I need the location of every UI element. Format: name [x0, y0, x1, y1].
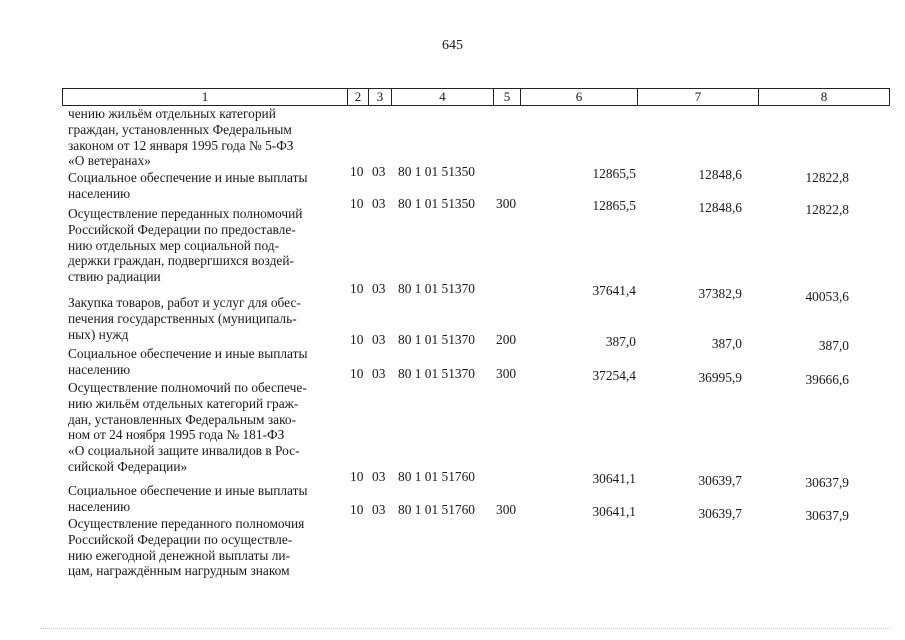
- header-col-6: 6: [520, 88, 638, 106]
- cell-value-3: 12822,8: [805, 202, 849, 217]
- cell-rz: 10: [350, 164, 364, 179]
- cell-pr: 03: [372, 196, 386, 211]
- cell-csr: 80 1 01 51370: [398, 281, 475, 296]
- cell-value-2: 12848,6: [698, 167, 742, 182]
- cell-value-2: 37382,9: [698, 286, 742, 301]
- page-number: 645: [442, 38, 463, 53]
- header-col-1: 1: [62, 88, 348, 106]
- header-col-5: 5: [493, 88, 521, 106]
- row-description: Осуществление полномочий по обеспече- нию жильём отдельных категорий граж- дан, установленных Федеральным зако- ном от 24 ноября 1995 года № 181-ФЗ «О социальной защите инвалидов в Рос- сийской Федерации»: [68, 380, 307, 474]
- cell-value-2: 30639,7: [698, 473, 742, 488]
- cell-value-1: 37254,4: [592, 368, 636, 383]
- row-description: Социальное обеспечение и иные выплаты населению: [68, 483, 308, 514]
- cell-value-3: 12822,8: [805, 170, 849, 185]
- cell-value-3: 30637,9: [805, 508, 849, 523]
- cell-value-1: 37641,4: [592, 283, 636, 298]
- cell-value-2: 12848,6: [698, 200, 742, 215]
- cell-csr: 80 1 01 51350: [398, 164, 475, 179]
- cell-rz: 10: [350, 196, 364, 211]
- cell-value-1: 12865,5: [592, 166, 636, 181]
- cell-pr: 03: [372, 366, 386, 381]
- cell-value-2: 30639,7: [698, 506, 742, 521]
- row-description: Закупка товаров, работ и услуг для обес- печения государственных (муниципаль- ных) нужд: [68, 295, 301, 342]
- cell-rz: 10: [350, 281, 364, 296]
- cell-csr: 80 1 01 51350: [398, 196, 475, 211]
- cell-pr: 03: [372, 281, 386, 296]
- cell-pr: 03: [372, 502, 386, 517]
- cell-rz: 10: [350, 366, 364, 381]
- cell-csr: 80 1 01 51370: [398, 332, 475, 347]
- cell-value-2: 36995,9: [698, 370, 742, 385]
- cell-rz: 10: [350, 332, 364, 347]
- cell-csr: 80 1 01 51370: [398, 366, 475, 381]
- row-description: Осуществление переданных полномочий Российской Федерации по предоставле- нию отдельных мер социальной под- держки граждан, подвергшихся воздей- ствию радиации: [68, 206, 303, 285]
- cell-value-2: 387,0: [711, 336, 742, 351]
- cell-value-1: 387,0: [605, 334, 636, 349]
- header-col-7: 7: [637, 88, 759, 106]
- cell-value-3: 387,0: [818, 338, 849, 353]
- cell-pr: 03: [372, 164, 386, 179]
- cell-csr: 80 1 01 51760: [398, 502, 475, 517]
- row-description: Осуществление переданного полномочия Российской Федерации по осуществле- нию ежегодной денежной выплаты ли- цам, награждённым нагрудным знаком: [68, 516, 305, 579]
- cell-csr: 80 1 01 51760: [398, 469, 475, 484]
- row-description: чению жильём отдельных категорий граждан, установленных Федеральным законом от 12 января 1995 года № 5-ФЗ «О ветеранах»: [68, 106, 294, 169]
- row-description: Социальное обеспечение и иные выплаты населению: [68, 170, 308, 201]
- scan-artifact: [40, 628, 890, 631]
- cell-rz: 10: [350, 502, 364, 517]
- cell-vr: 300: [496, 196, 517, 211]
- cell-value-3: 30637,9: [805, 475, 849, 490]
- cell-value-3: 39666,6: [805, 372, 849, 387]
- cell-value-1: 12865,5: [592, 198, 636, 213]
- cell-value-3: 40053,6: [805, 289, 849, 304]
- cell-vr: 300: [496, 366, 517, 381]
- cell-vr: 300: [496, 502, 517, 517]
- cell-value-1: 30641,1: [592, 471, 636, 486]
- header-col-4: 4: [391, 88, 494, 106]
- cell-rz: 10: [350, 469, 364, 484]
- header-col-3: 3: [368, 88, 392, 106]
- header-col-8: 8: [758, 88, 890, 106]
- cell-pr: 03: [372, 332, 386, 347]
- cell-vr: 200: [496, 332, 517, 347]
- header-col-2: 2: [347, 88, 369, 106]
- row-description: Социальное обеспечение и иные выплаты населению: [68, 346, 308, 377]
- cell-pr: 03: [372, 469, 386, 484]
- cell-value-1: 30641,1: [592, 504, 636, 519]
